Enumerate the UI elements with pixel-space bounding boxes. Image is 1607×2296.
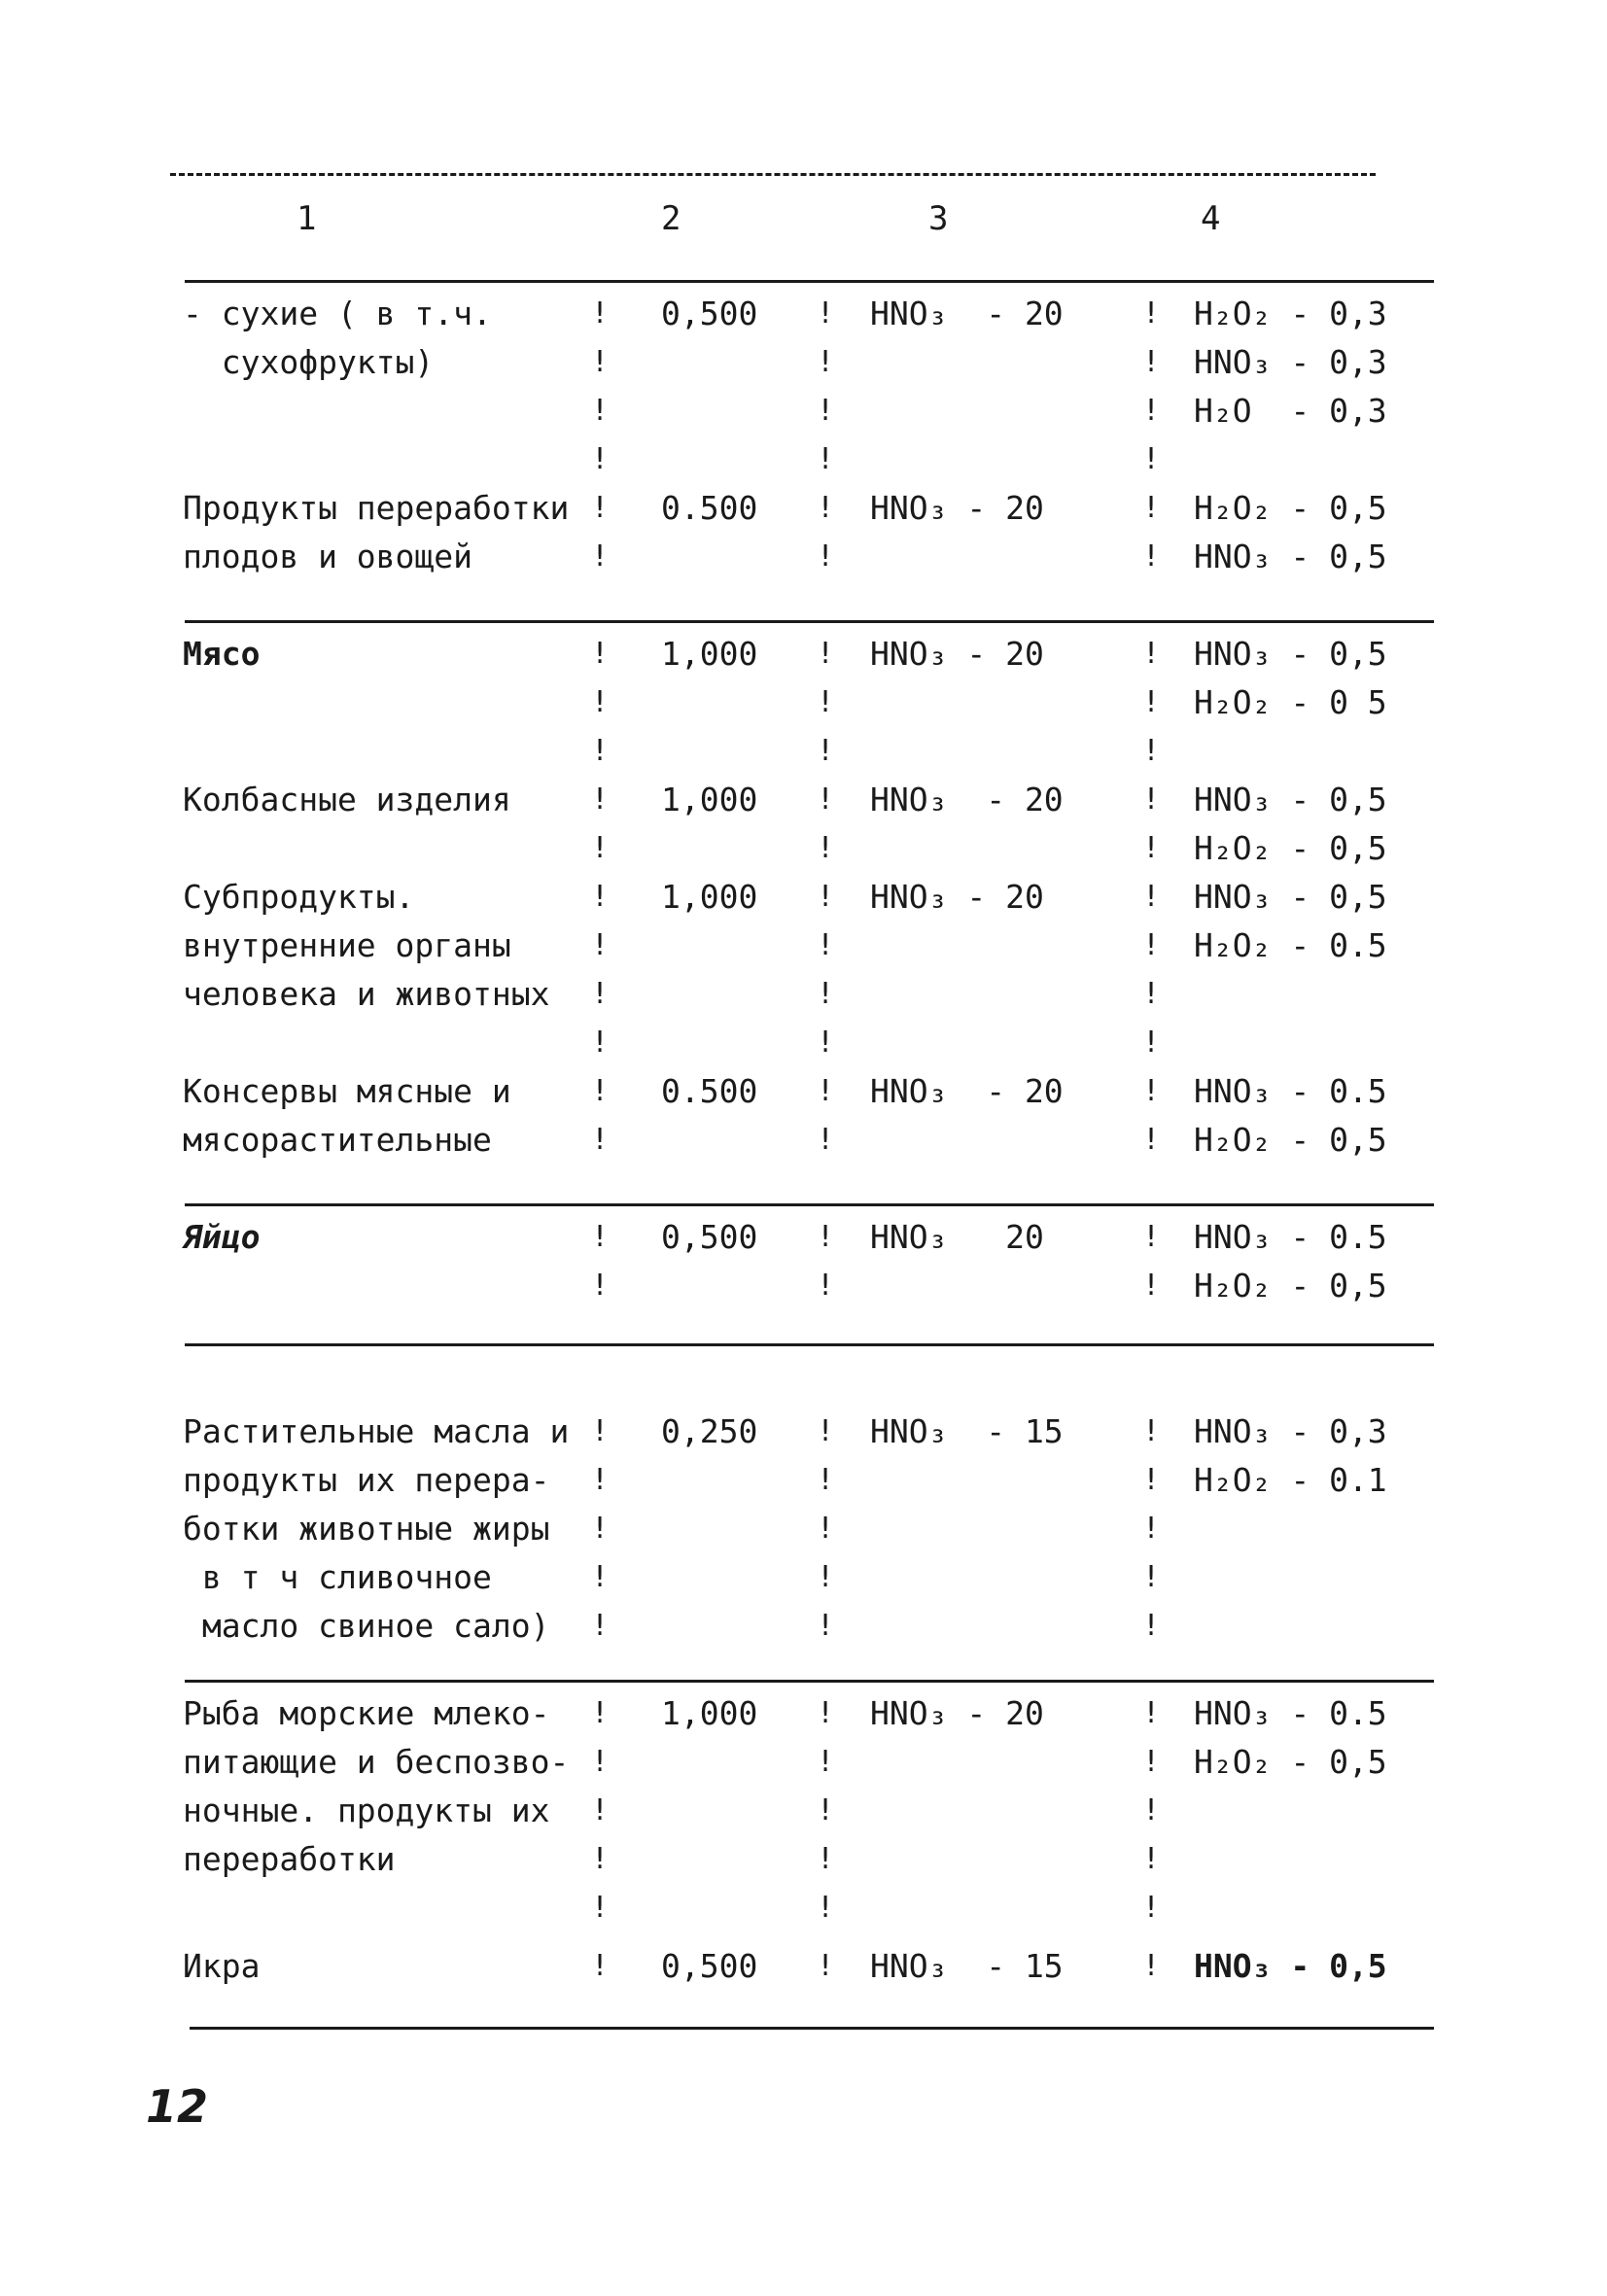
cell-product: Растительные масла и продукты их перера- ботки животные жиры в т ч сливочное масло свиное сало) (183, 1412, 570, 1645)
cell-acid-volume: HNO₃ - 15 (870, 1947, 1064, 1985)
section-rule (185, 1343, 1434, 1346)
section-rule (185, 1203, 1434, 1206)
column-separator: ! ! ! ! ! (1142, 1414, 1161, 1643)
column-separator: ! ! ! ! ! (591, 1414, 610, 1643)
column-separator: ! ! (817, 1220, 835, 1303)
column-separator: ! ! (591, 1074, 610, 1157)
column-separator: ! (591, 1949, 610, 1983)
cell-product: - сухие ( в т.ч. сухофрукты) (183, 295, 492, 381)
cell-sample-mass: 1,000 (661, 635, 758, 673)
column-separator: ! ! (1142, 1220, 1161, 1303)
column-separator: ! ! ! ! ! (817, 1414, 835, 1643)
column-separator: ! ! ! (591, 637, 610, 768)
cell-reagents: HNO₃ - 0,5 H₂O₂ - 0,5 (1194, 781, 1387, 867)
column-separator: ! ! ! (1142, 637, 1161, 768)
cell-product: Продукты переработки плодов и овощей (183, 489, 570, 575)
cell-sample-mass: 0,250 (661, 1412, 758, 1450)
header-col-3: 3 (928, 199, 949, 238)
cell-sample-mass: 1,000 (661, 1694, 758, 1732)
column-separator: ! ! ! ! (1142, 296, 1161, 476)
cell-product: Консервы мясные и мясорастительные (183, 1072, 511, 1159)
header-col-1: 1 (297, 199, 317, 238)
cell-sample-mass: 1,000 (661, 878, 758, 916)
column-separator: ! ! (1142, 1074, 1161, 1157)
cell-reagents: HNO₃ - 0,5 H₂O₂ - 0.5 (1194, 878, 1387, 964)
column-separator: ! ! (817, 1074, 835, 1157)
cell-acid-volume: HNO₃ - 20 (870, 489, 1044, 527)
cell-reagents: H₂O₂ - 0,3 HNO₃ - 0,3 H₂O - 0,3 (1194, 295, 1387, 430)
cell-acid-volume: HNO₃ - 20 (870, 878, 1044, 916)
cell-sample-mass: 0,500 (661, 295, 758, 332)
page-number: 12 (146, 2080, 209, 2133)
column-separator: ! ! (817, 491, 835, 574)
cell-product: Мясо (183, 635, 261, 673)
column-separator: ! (1142, 1949, 1161, 1983)
section-rule (185, 620, 1434, 623)
cell-acid-volume: HNO₃ - 20 (870, 1072, 1064, 1110)
column-separator: ! ! (1142, 491, 1161, 574)
top-rule (170, 173, 1376, 176)
cell-acid-volume: HNO₃ - 15 (870, 1412, 1064, 1450)
column-separator: ! ! ! ! (817, 880, 835, 1060)
header-rule (185, 280, 1434, 283)
cell-sample-mass: 0,500 (661, 1218, 758, 1256)
cell-product: Колбасные изделия (183, 781, 511, 818)
cell-sample-mass: 0.500 (661, 1072, 758, 1110)
column-separator: ! ! (591, 491, 610, 574)
cell-reagents: HNO₃ - 0,3 H₂O₂ - 0.1 (1194, 1412, 1387, 1499)
cell-reagents: HNO₃ - 0.5 H₂O₂ - 0,5 (1194, 1218, 1387, 1305)
column-separator: ! ! ! (817, 637, 835, 768)
column-separator: ! ! ! ! (591, 296, 610, 476)
cell-product: Икра (183, 1947, 261, 1985)
cell-product: Рыба морские млеко- питающие и беспозво- ночные. продукты их переработки (183, 1694, 570, 1878)
cell-reagents: H₂O₂ - 0,5 HNO₃ - 0,5 (1194, 489, 1387, 575)
column-separator: ! ! (817, 783, 835, 865)
column-separator: ! ! ! ! ! (1142, 1696, 1161, 1925)
column-separator: ! ! (1142, 783, 1161, 865)
section-rule (185, 1680, 1434, 1683)
cell-product: Яйцо (183, 1218, 261, 1256)
cell-acid-volume: HNO₃ - 20 (870, 635, 1044, 673)
column-separator: ! ! (591, 783, 610, 865)
cell-sample-mass: 0,500 (661, 1947, 758, 1985)
cell-reagents: HNO₃ - 0,5 H₂O₂ - 0 5 (1194, 635, 1387, 721)
cell-acid-volume: HNO₃ - 20 (870, 781, 1064, 818)
cell-acid-volume: HNO₃ 20 (870, 1218, 1044, 1256)
column-separator: ! ! ! ! (1142, 880, 1161, 1060)
column-separator: ! ! ! ! ! (817, 1696, 835, 1925)
cell-reagents: HNO₃ - 0,5 (1194, 1947, 1387, 1985)
cell-acid-volume: HNO₃ - 20 (870, 295, 1064, 332)
cell-acid-volume: HNO₃ - 20 (870, 1694, 1044, 1732)
cell-product: Субпродукты. внутренние органы человека и животных (183, 878, 550, 1013)
column-separator: ! ! ! ! ! (591, 1696, 610, 1925)
cell-sample-mass: 0.500 (661, 489, 758, 527)
cell-sample-mass: 1,000 (661, 781, 758, 818)
cell-reagents: HNO₃ - 0.5 H₂O₂ - 0,5 (1194, 1072, 1387, 1159)
header-col-4: 4 (1201, 199, 1221, 238)
cell-reagents: HNO₃ - 0.5 H₂O₂ - 0,5 (1194, 1694, 1387, 1781)
column-separator: ! ! (591, 1220, 610, 1303)
column-separator: ! (817, 1949, 835, 1983)
column-separator: ! ! ! ! (817, 296, 835, 476)
bottom-rule (190, 2027, 1434, 2030)
column-separator: ! ! ! ! (591, 880, 610, 1060)
header-col-2: 2 (661, 199, 681, 238)
